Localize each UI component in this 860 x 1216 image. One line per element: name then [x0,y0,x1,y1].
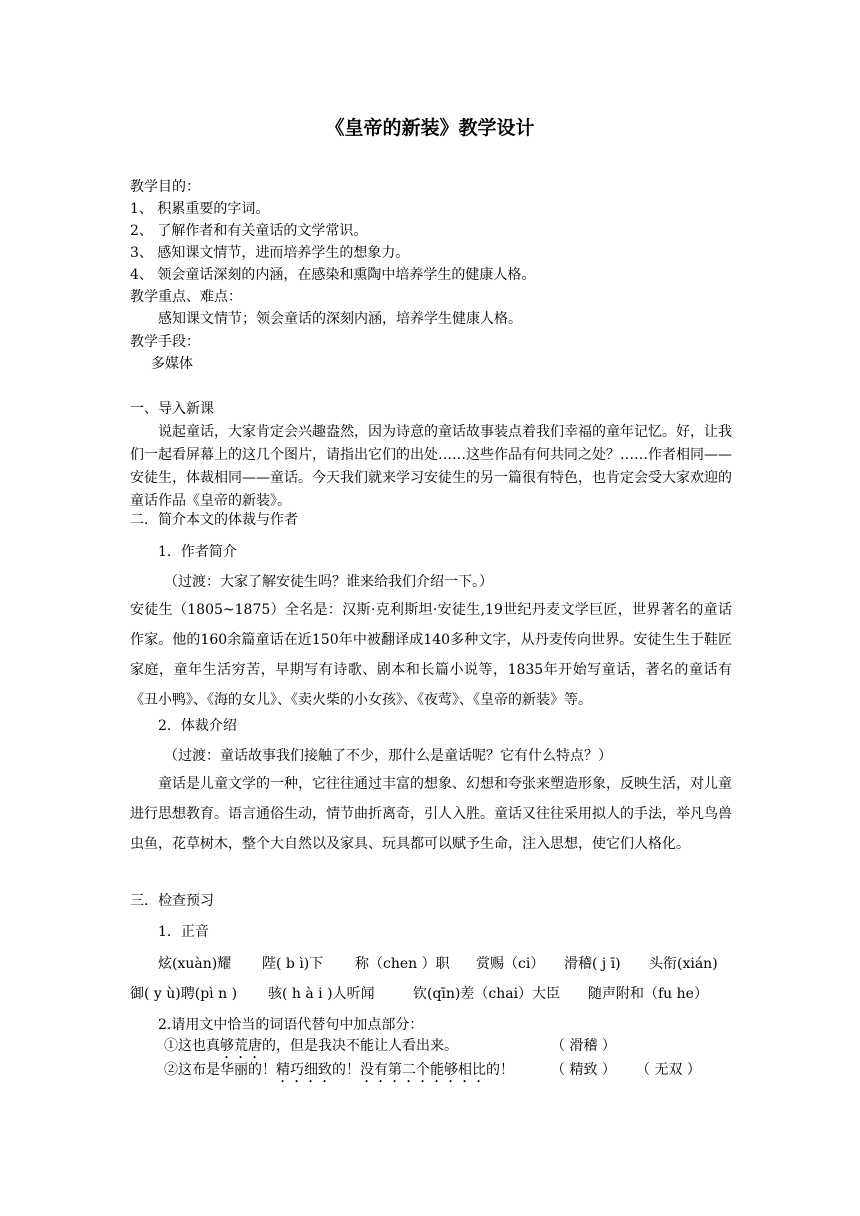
exercise-question-2 [164,1060,514,1086]
keypoints-text: 感知课文情节；领会童话的深刻内涵，培养学生健康人格。 [158,311,522,327]
objectives-heading: 教学目的： [130,179,200,195]
pinyin-item: 陛( b ì)下 [262,956,324,972]
dotted-phrase: 够荒唐 [220,1038,262,1054]
question-text: 的！ [332,1062,360,1078]
exercise-question-1 [164,1036,458,1062]
dotted-phrase: 没有第二个能够相比 [360,1062,486,1078]
dotted-phrase: 精巧细致 [276,1062,332,1078]
question-text: 的！ [486,1062,514,1078]
objective-item: 4、 领会童话深刻的内涵，在感染和熏陶中培养学生的健康人格。 [130,267,536,283]
question-text: 的，但是我决不能让人看出来。 [262,1038,458,1054]
pinyin-item: 炫(xuàn)耀 [158,956,232,972]
objective-item: 2、 了解作者和有关童话的文学常识。 [130,223,368,239]
question-text: ②这布是华丽的！ [164,1062,276,1078]
section-heading: 二．简介本文的体裁与作者 [130,512,298,528]
question-text: ①这也真 [164,1038,220,1054]
genre-paragraph: 童话是儿童文学的一种，它往往通过丰富的想象、幻想和夸张来塑造形象，反映生活，对儿童进行思想教育。语言通俗生动，情节曲折离奇，引人入胜。童话又往往采用拟人的手法，举凡鸟兽虫鱼，花草树木，整个大自然以及家具、玩具都可以赋予生命，注入思想，使它们人格化。 [130,776,732,852]
pinyin-item: 骇( h à i )人听闻 [268,986,375,1002]
document-title: 《皇帝的新装》教学设计 [325,117,535,139]
pinyin-item: 御( y ù)聘(pì n ) [130,986,238,1002]
pinyin-item: 头衔(xián) [649,956,718,972]
keypoints-heading: 教学重点、难点： [130,289,242,305]
subsection-heading: 2．体裁介绍 [158,718,237,734]
subsection-heading: 1．作者简介 [158,544,237,560]
pinyin-item: 随声附和（fu he） [588,986,708,1002]
author-paragraph: 安徒生（1805~1875）全名是：汉斯·克利斯坦·安徒生,19世纪丹麦文学巨匠，世界著名的童话作家。他的160余篇童话在近150年中被翻译成140多种文字，从丹麦传向世界。安徒生生于鞋匠家庭，童年生活穷苦，早期写有诗歌、剧本和长篇小说等，1835年开始写童话，著名的童话有《丑小鸭》、《海的女儿》、《卖火柴的小女孩》、《夜莺》、《皇帝的新装》等。 [130,602,732,708]
objective-item: 3、 感知课文情节，进而培养学生的想象力。 [130,245,410,261]
transition-note: （过渡：童话故事我们接触了不少，那什么是童话呢？它有什么特点？） [164,748,612,764]
section-heading: 一、导入新课 [130,401,214,417]
answer-blank: （ 滑稽 ） [551,1038,616,1054]
transition-note: （过渡：大家了解安徒生吗？谁来给我们介绍一下。） [164,574,493,590]
means-text: 多媒体 [151,356,193,372]
answer-blank: （ 无双 ） [636,1062,701,1078]
pinyin-item: 滑稽( j ī) [564,956,621,972]
pinyin-item: 钦(qīn)差（chai）大臣 [413,986,561,1002]
section-heading: 三．检查预习 [130,893,214,909]
intro-paragraph: 说起童话，大家肯定会兴趣盎然，因为诗意的童话故事装点着我们幸福的童年记忆。好，让我们一起看屏幕上的这几个图片，请指出它们的出处……这些作品有何共同之处？……作者相同——安徒生，体裁相同——童话。今天我们就来学习安徒生的另一篇很有特色，也肯定会受大家欢迎的童话作品《皇帝的新装》。 [130,424,732,509]
pinyin-item: 赏赐（ci） [476,956,545,972]
objective-item: 1、 积累重要的字词。 [130,201,270,217]
pinyin-item: 称（chen ）职 [355,956,450,972]
exercise-instruction: 2.请用文中恰当的词语代替句中加点部分： [158,1017,424,1033]
means-heading: 教学手段： [130,334,200,350]
subsection-heading: 1．正音 [158,924,209,940]
answer-blank: （ 精致 ） [551,1062,616,1078]
